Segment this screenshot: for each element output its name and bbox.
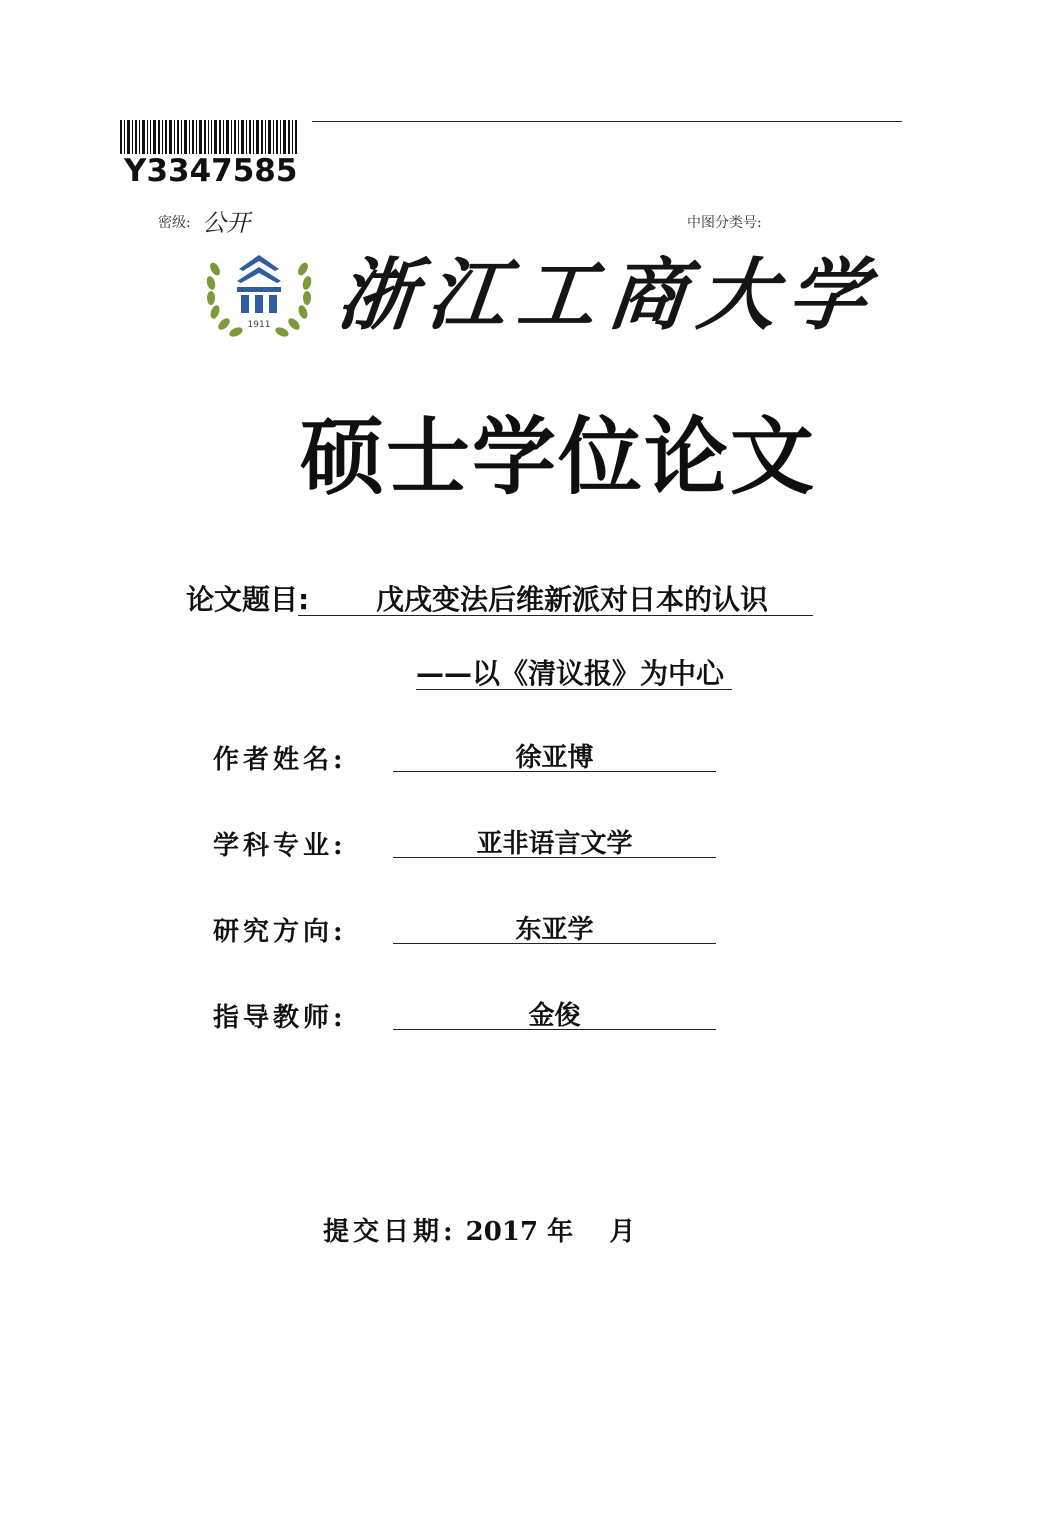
secret-level-label: 密级:: [158, 215, 191, 231]
supervisor-value: 金俊: [528, 1001, 581, 1031]
author-name-label: 作者姓名:: [213, 745, 347, 775]
submission-date-label: 提交日期:: [323, 1217, 457, 1247]
research-direction-underline: [393, 943, 716, 944]
classification-number-label: 中图分类号:: [687, 215, 762, 231]
author-name-underline: [393, 771, 716, 772]
thesis-title: 戊戌变法后维新派对日本的认识: [376, 583, 769, 616]
submission-month-unit: 月: [609, 1217, 636, 1247]
barcode-number: Y3347585: [124, 153, 298, 189]
major-label: 学科专业:: [213, 831, 347, 861]
submission-year: 2017: [465, 1217, 539, 1247]
major-underline: [393, 857, 716, 858]
major-value: 亚非语言文学: [476, 829, 633, 859]
submission-year-unit: 年: [547, 1217, 574, 1247]
supervisor-label: 指导教师:: [213, 1003, 347, 1033]
thesis-title-label: 论文题目:: [186, 583, 310, 616]
university-logo-icon: [203, 247, 315, 341]
degree-title: 硕士学位论文: [300, 408, 817, 506]
supervisor-underline: [393, 1029, 716, 1030]
research-direction-value: 东亚学: [515, 915, 594, 945]
secret-level-value: 公开: [202, 209, 250, 237]
thesis-subtitle-underline: [416, 689, 732, 690]
thesis-subtitle: ——以《清议报》为中心: [416, 657, 725, 690]
author-name-value: 徐亚博: [515, 743, 594, 773]
university-name: 浙江工商大学: [333, 250, 883, 341]
thesis-title-underline: [298, 615, 813, 616]
submission-date: [323, 1214, 635, 1250]
header-rule: [312, 121, 902, 122]
barcode-image: [118, 118, 298, 156]
logo-year: 1911: [247, 320, 271, 330]
research-direction-label: 研究方向:: [213, 917, 347, 947]
